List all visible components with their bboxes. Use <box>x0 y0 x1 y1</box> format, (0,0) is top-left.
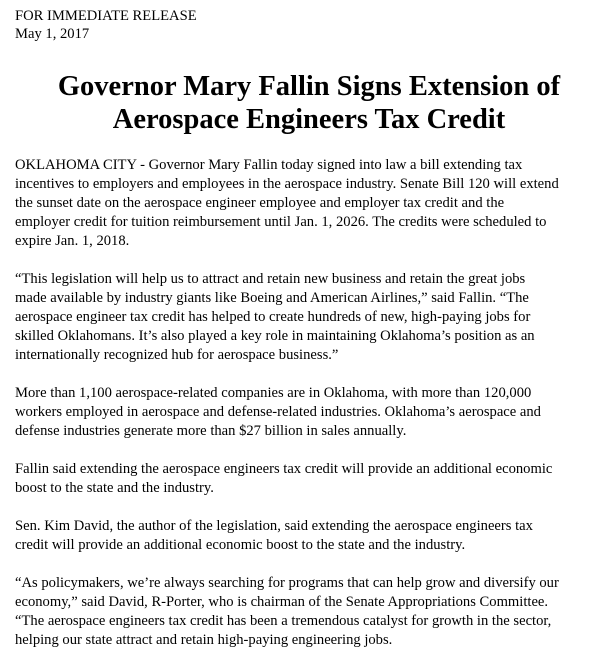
paragraph-line: workers employed in aerospace and defense-related industries. Oklahoma’s aerospace and <box>15 404 541 420</box>
paragraph-line: “This legislation will help us to attract and retain new business and retain the great jobs <box>15 271 526 287</box>
release-date: May 1, 2017 <box>15 26 90 42</box>
article-body <box>15 156 611 650</box>
paragraph-line: made available by industry giants like Boeing and American Airlines,” said Fallin. “The <box>15 290 529 306</box>
paragraph-line: economy,” said David, R-Porter, who is chairman of the Senate Appropriations Committee. <box>15 594 549 610</box>
headline-line: Aerospace Engineers Tax Credit <box>112 104 506 135</box>
paragraph-line: the sunset date on the aerospace engineer employee and employer tax credit and the <box>15 195 505 211</box>
paragraph-line: OKLAHOMA CITY - Governor Mary Fallin today signed into law a bill extending tax <box>15 157 523 173</box>
headline <box>15 70 611 136</box>
body-paragraph <box>15 460 611 498</box>
paragraph-line: internationally recognized hub for aerospace business.” <box>15 347 339 363</box>
paragraph-line: defense industries generate more than $27 billion in sales annually. <box>15 423 407 439</box>
paragraph-line: Fallin said extending the aerospace engineers tax credit will provide an additional economic <box>15 461 553 477</box>
paragraph-line: helping our state attract and retain high-paying engineering jobs. <box>15 632 393 648</box>
paragraph-line: incentives to employers and employees in the aerospace industry. Senate Bill 120 will extend <box>15 176 559 192</box>
paragraph-line: aerospace engineer tax credit has helped to create hundreds of new, high-paying jobs for <box>15 309 531 325</box>
paragraph-line: boost to the state and the industry. <box>15 480 214 496</box>
paragraph-line: More than 1,100 aerospace-related companies are in Oklahoma, with more than 120,000 <box>15 385 532 401</box>
body-paragraph <box>15 574 611 650</box>
body-paragraph <box>15 517 611 555</box>
release-label: FOR IMMEDIATE RELEASE <box>15 8 197 24</box>
body-paragraph <box>15 270 611 365</box>
body-paragraph <box>15 384 611 441</box>
paragraph-line: Sen. Kim David, the author of the legislation, said extending the aerospace engineers tax <box>15 518 533 534</box>
paragraph-line: employer credit for tuition reimbursement until Jan. 1, 2026. The credits were scheduled to <box>15 214 547 230</box>
body-paragraph <box>15 156 611 251</box>
headline-line: Governor Mary Fallin Signs Extension of <box>57 71 561 102</box>
paragraph-line: expire Jan. 1, 2018. <box>15 233 130 249</box>
press-release-page <box>15 7 611 669</box>
paragraph-line: credit will provide an additional economic boost to the state and the industry. <box>15 537 466 553</box>
paragraph-line: “As policymakers, we’re always searching for programs that can help grow and diversify our <box>15 575 559 591</box>
paragraph-line: “The aerospace engineers tax credit has been a tremendous catalyst for growth in the sector, <box>15 613 552 629</box>
paragraph-line: skilled Oklahomans. It’s also played a key role in maintaining Oklahoma’s position as an <box>15 328 535 344</box>
